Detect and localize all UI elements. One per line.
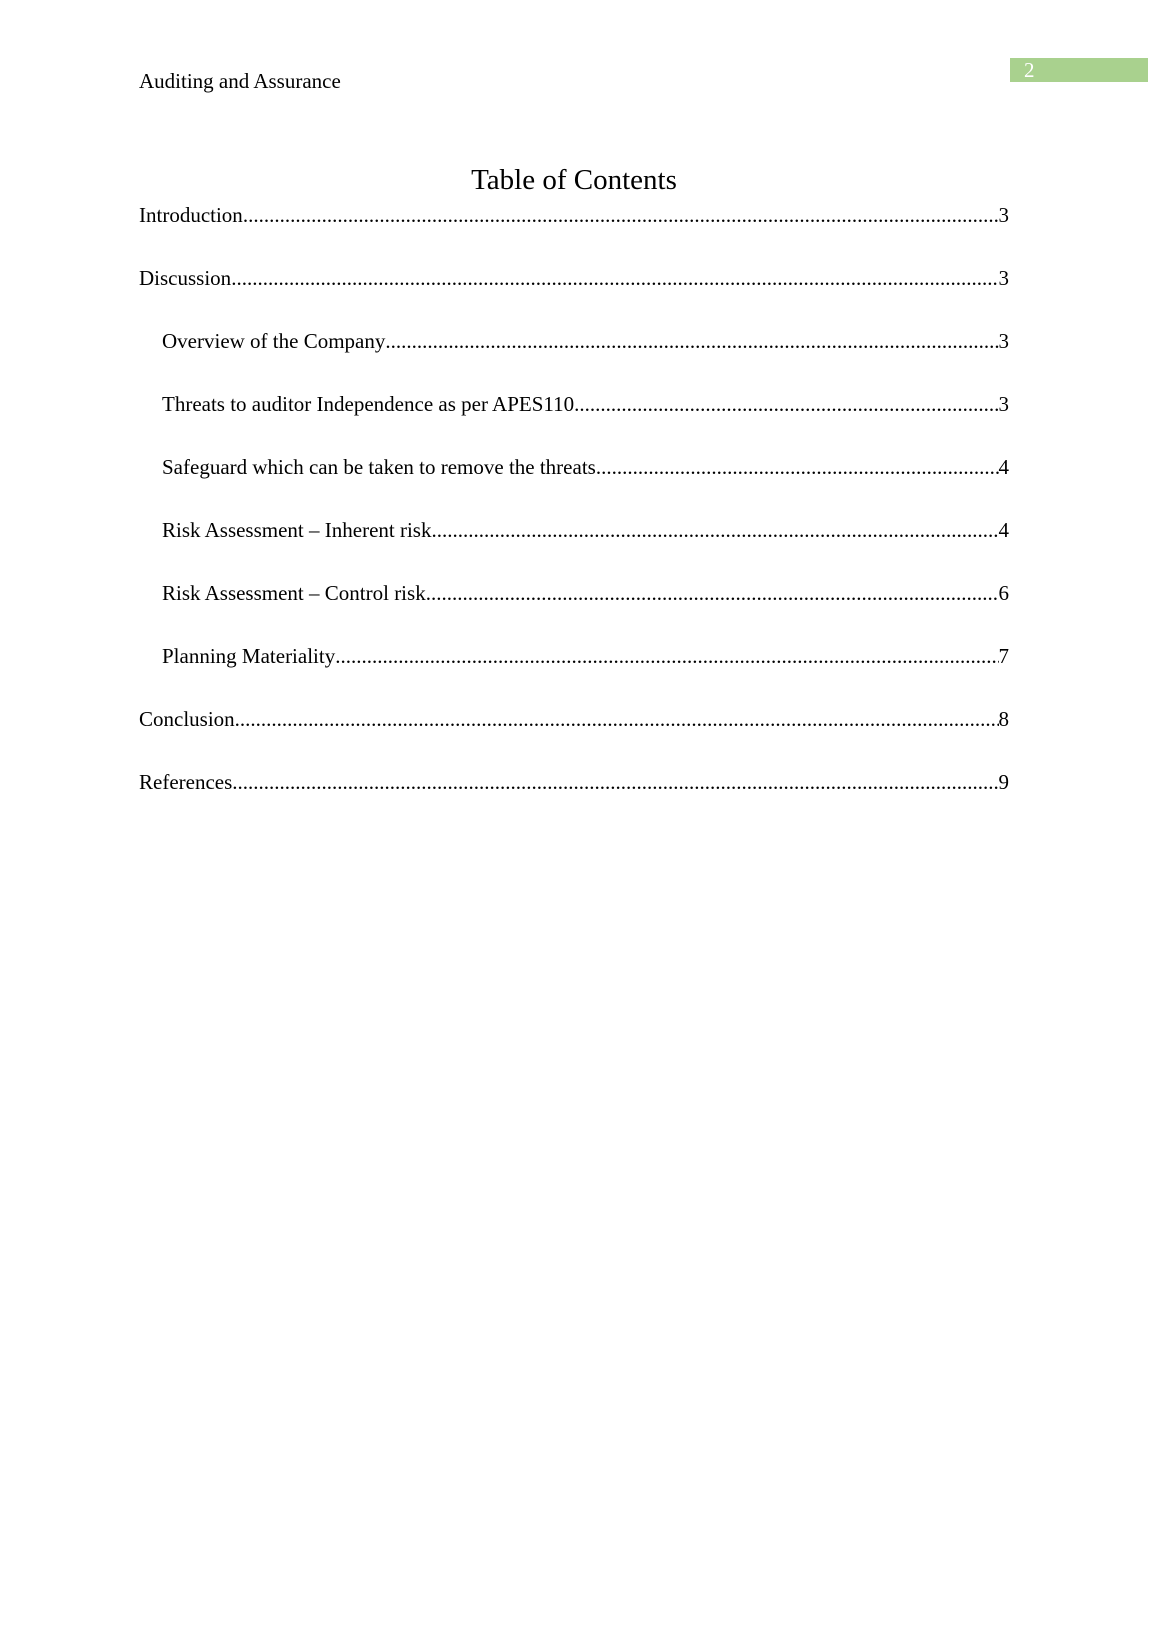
toc-dot-leader [231, 261, 998, 295]
toc-entry-planning-materiality[interactable] [139, 639, 1009, 702]
toc-entry-label: Discussion [139, 266, 232, 290]
toc-dot-leader [426, 576, 999, 610]
toc-entry-label: Introduction [139, 203, 243, 227]
toc-entry-threats[interactable] [139, 387, 1009, 450]
toc-entry-label: Threats to auditor Independence as per APES110 [162, 392, 575, 416]
toc-entry-introduction[interactable] [139, 198, 1009, 261]
toc-entry-safeguard[interactable] [139, 450, 1009, 513]
toc-heading: Table of Contents [471, 164, 677, 196]
toc-page-number: 3 [998, 392, 1009, 416]
toc-page-number: 7 [998, 644, 1009, 668]
toc-entry-discussion[interactable] [139, 261, 1009, 324]
toc-page-number: 3 [998, 203, 1009, 227]
toc-page-number: 9 [998, 770, 1009, 794]
toc-entry-label: Safeguard which can be taken to remove the threats [162, 455, 596, 479]
toc-entry-inherent-risk[interactable] [139, 513, 1009, 576]
toc-entry-label: Risk Assessment – Inherent risk [162, 518, 432, 542]
toc-entry-overview[interactable] [139, 324, 1009, 387]
toc-entry-control-risk[interactable] [139, 576, 1009, 639]
toc-dot-leader [596, 450, 999, 484]
page-number-badge: 2 [1010, 58, 1148, 82]
toc-dot-leader [385, 324, 998, 358]
toc-entry-label: Overview of the Company [162, 329, 386, 353]
toc-dot-leader [235, 702, 999, 736]
toc-page-number: 3 [998, 266, 1009, 290]
toc-dot-leader [232, 765, 998, 799]
toc-entry-references[interactable] [139, 765, 1009, 828]
toc-page-number: 6 [998, 581, 1009, 605]
toc-page-number: 3 [998, 329, 1009, 353]
page-header-title: Auditing and Assurance [139, 69, 341, 93]
toc-entry-conclusion[interactable] [139, 702, 1009, 765]
toc-entry-label: Risk Assessment – Control risk [162, 581, 426, 605]
toc-dot-leader [431, 513, 998, 547]
toc-dot-leader [574, 387, 998, 421]
toc-entry-label: Conclusion [139, 707, 235, 731]
toc-dot-leader [335, 639, 998, 673]
toc-entry-label: References [139, 770, 233, 794]
toc-dot-leader [243, 198, 999, 232]
toc-page-number: 4 [998, 518, 1009, 542]
toc-list [139, 198, 1009, 828]
toc-page-number: 8 [998, 707, 1009, 731]
toc-page-number: 4 [998, 455, 1009, 479]
toc-entry-label: Planning Materiality [162, 644, 336, 668]
